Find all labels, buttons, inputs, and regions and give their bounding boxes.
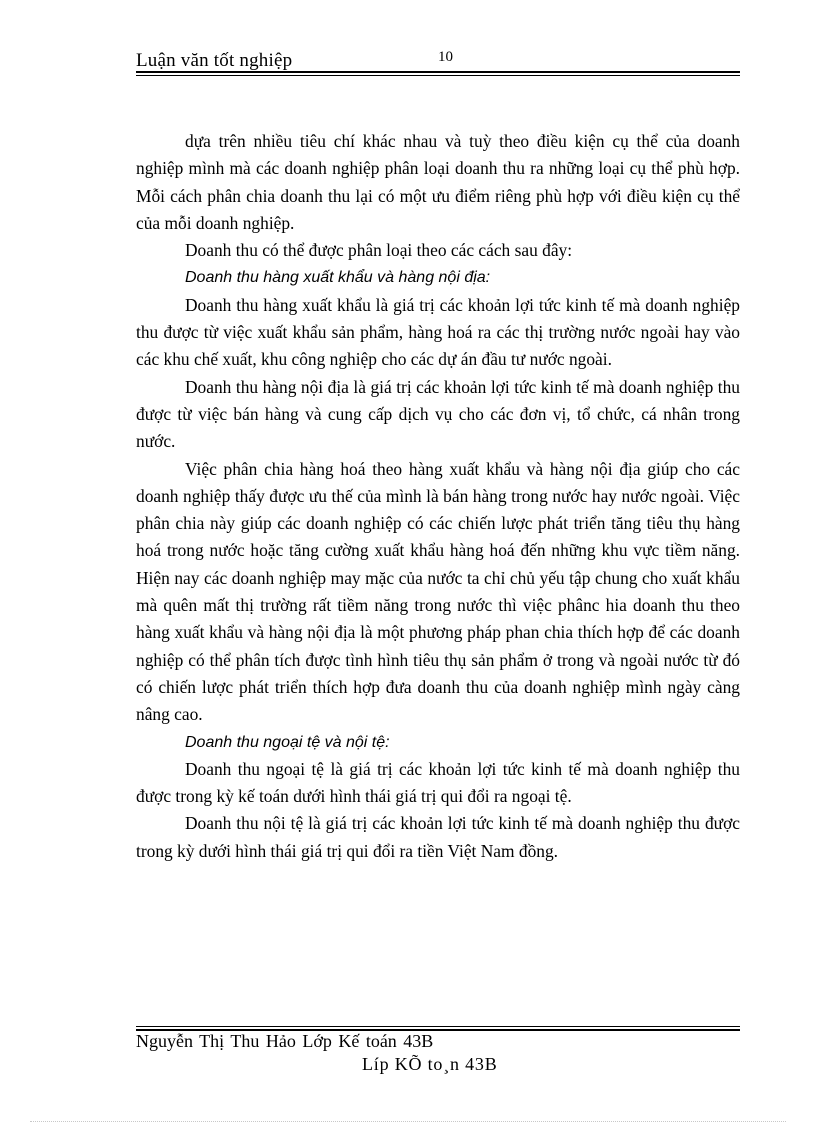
header-rule-thick xyxy=(136,71,740,73)
footer-class: Líp KÕ to¸n 43B xyxy=(362,1054,498,1074)
paragraph: Doanh thu hàng xuất khẩu là giá trị các khoản lợi tức kinh tế mà doanh nghiệp thu được từ việc xuất khẩu sản phẩm, hàng hoá ra các thị trường nước ngoài hay vào các khu chế xuất, khu công nghiệp cho các dự án đầu tư nước ngoài. xyxy=(136,294,740,370)
paragraph: Doanh thu hàng nội địa là giá trị các khoản lợi tức kinh tế mà doanh nghiệp thu được từ việc bán hàng và cung cấp dịch vụ cho các đơn vị, tổ chức, cá nhân trong nước. xyxy=(136,376,740,452)
footer-author: Nguyễn Thị Thu Hảo Lớp Kế toán 43B xyxy=(136,1031,434,1051)
paragraph: Doanh thu có thể được phân loại theo các cách sau đây: xyxy=(185,240,573,261)
paragraph-continued: dựa trên nhiều tiêu chí khác nhau và tuỳ theo điều kiện cụ thể của doanh nghiệp mình mà các doanh nghiệp phân loại doanh thu ra những loại cụ thể phù hợp. Mỗi cách phân chia doanh thu lại có một ưu điểm riêng phù hợp với điều kiện cụ thể của mỗi doanh nghiệp. xyxy=(136,131,740,233)
section-heading-export-domestic: Doanh thu hàng xuất khẩu và hàng nội địa: xyxy=(185,269,491,287)
page-number: 10 xyxy=(438,49,453,65)
header-rule-thin xyxy=(136,75,740,76)
paragraph: Doanh thu nội tệ là giá trị các khoản lợi tức kinh tế mà doanh nghiệp thu được trong kỳ dưới hình thái giá trị qui đổi ra tiền Việt Nam đồng. xyxy=(136,813,740,861)
section-heading-foreign-local-currency: Doanh thu ngoại tệ và nội tệ: xyxy=(185,733,390,751)
running-header-title: Luận văn tốt nghiệp xyxy=(136,50,293,71)
footer-rule-thin xyxy=(136,1026,740,1027)
body-text xyxy=(136,128,740,865)
page-bottom-border xyxy=(30,1121,786,1122)
paragraph: Việc phân chia hàng hoá theo hàng xuất khẩu và hàng nội địa giúp cho các doanh nghiệp thấy được ưu thế của mình là bán hàng trong nước hay nước ngoài. Việc phân chia này giúp các doanh nghiệp có các chiến lược phát triển tăng tiêu thụ hàng hoá trong nước hoặc tăng cường xuất khẩu hàng hoá đến những khu vực tiềm năng. Hiện nay các doanh nghiệp may mặc của nước ta chỉ chủ yếu tập chung cho xuất khẩu mà quên mất thị trường rất tiềm năng trong nước thì việc phânc hia doanh thu theo hàng xuất khẩu và hàng nội địa là một phương pháp phan chia thích hợp để các doanh nghiệp có thể phân tích được tình hình tiêu thụ sản phẩm ở trong và ngoài nước từ đó có chiến lược phát triển thích hợp đưa doanh thu của doanh nghiệp mình ngày càng nâng cao. xyxy=(136,458,740,725)
paragraph: Doanh thu ngoại tệ là giá trị các khoản lợi tức kinh tế mà doanh nghiệp thu được trong kỳ kế toán dưới hình thái giá trị qui đổi ra ngoại tệ. xyxy=(136,758,740,807)
